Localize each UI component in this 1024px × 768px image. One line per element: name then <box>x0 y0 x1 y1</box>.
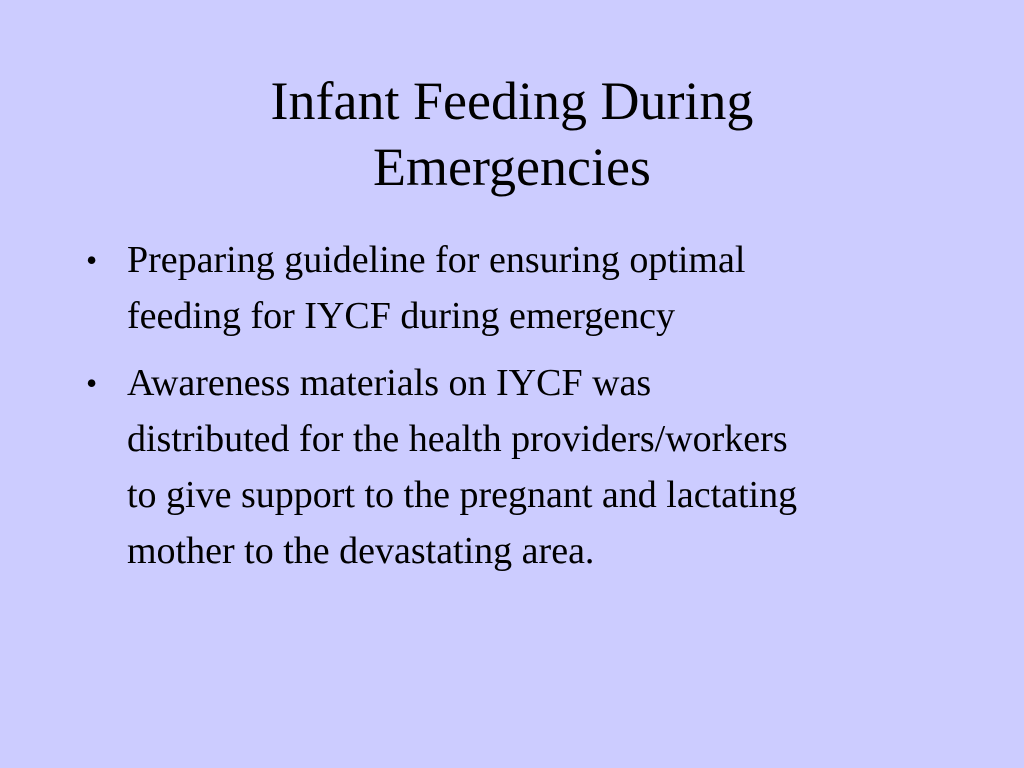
bullet-marker: • <box>86 242 98 278</box>
bullet-text-line: feeding for IYCF during emergency <box>127 295 676 337</box>
slide-title-line-1: Infant Feeding During <box>270 71 754 131</box>
bullet-text-line: distributed for the health providers/workers <box>127 418 788 460</box>
slide-title <box>80 68 944 200</box>
bullet-list <box>82 232 962 590</box>
bullet-text-line: to give support to the pregnant and lactating <box>127 474 798 516</box>
bullet-text-line: mother to the devastating area. <box>127 530 595 572</box>
bullet-item-guideline <box>82 232 962 344</box>
slide-title-line-2: Emergencies <box>373 137 651 197</box>
bullet-item-awareness-materials <box>82 355 962 579</box>
bullet-text-line: Preparing guideline for ensuring optimal <box>127 239 746 281</box>
bullet-text-line: Awareness materials on IYCF was <box>127 362 652 404</box>
bullet-marker: • <box>86 365 98 401</box>
